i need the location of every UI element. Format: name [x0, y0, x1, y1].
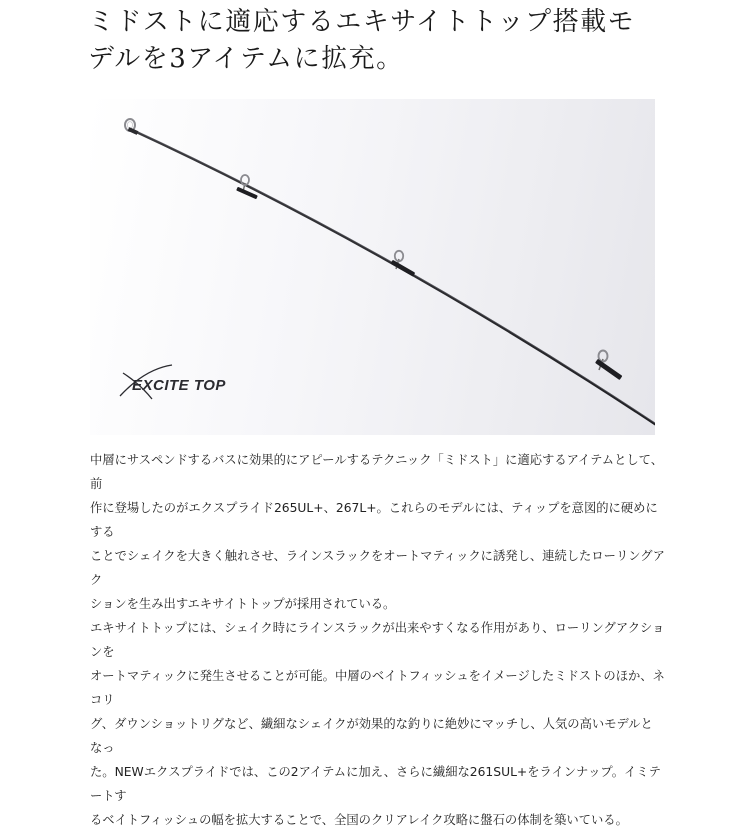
description — [90, 448, 665, 832]
paragraph-1-line: ことでシェイクを大きく触れさせ、ラインスラックをオートマティックに誘発し、連続したローリングアク — [90, 549, 665, 587]
excite-top-logo — [120, 365, 226, 399]
paragraph-1-line: ションを生み出すエキサイトトップが採用されている。 — [90, 597, 396, 611]
headline-line-2: デルを3アイテムに拡充。 — [88, 44, 404, 74]
line-guide-3 — [595, 351, 622, 381]
fishing-rod-illustration — [90, 99, 655, 435]
paragraph-2-line: るベイトフィッシュの幅を拡大することで、全国のクリアレイク攻略に盤石の体制を築いている。 — [90, 813, 628, 827]
headline — [88, 4, 698, 78]
product-image — [90, 99, 655, 435]
paragraph-2-line: グ、ダウンショットリグなど、繊細なシェイクが効果的な釣りに絶妙にマッチし、人気の高いモデルとなっ — [90, 717, 653, 755]
paragraph-1-line: 作に登場したのがエクスプライド265UL+、267L+。これらのモデルには、ティップを意図的に硬めにする — [90, 501, 658, 539]
tip-top-guide — [125, 119, 138, 135]
paragraph-1 — [90, 448, 665, 616]
paragraph-2-line: オートマティックに発生させることが可能。中層のベイトフィッシュをイメージしたミドストのほか、ネコリ — [90, 669, 665, 707]
paragraph-2 — [90, 616, 665, 832]
line-guide-1 — [236, 175, 258, 199]
line-guide-2 — [390, 251, 415, 277]
paragraph-2-line: た。NEWエクスプライドでは、この2アイテムに加え、さらに繊細な261SUL+をラインナップ。イミテートす — [90, 765, 661, 803]
headline-line-1: ミドストに適応するエキサイトトップ搭載モ — [88, 7, 636, 37]
paragraph-2-line: エキサイトトップには、シェイク時にラインスラックが出来やすくなる作用があり、ローリングアクションを — [90, 621, 665, 659]
paragraph-1-line: 中層にサスペンドするバスに効果的にアピールするテクニック「ミドスト」に適応するアイテムとして、前 — [90, 453, 664, 491]
excite-top-logo-text: EXCITE TOP — [132, 377, 226, 394]
